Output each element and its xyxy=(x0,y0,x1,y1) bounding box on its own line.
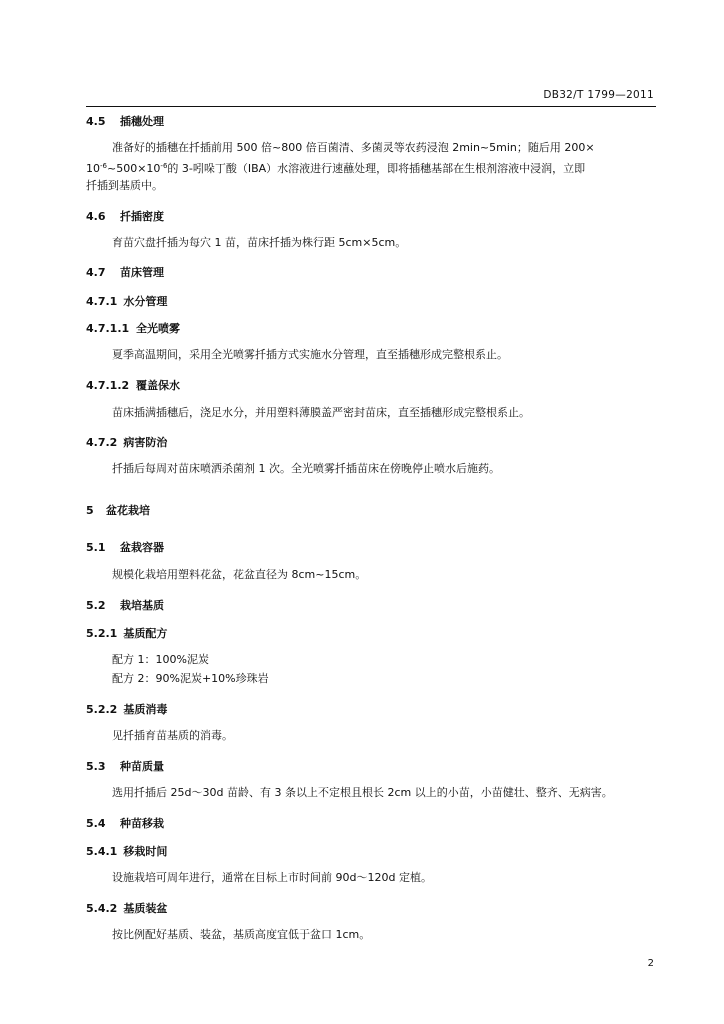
paragraph-4-5-line-1: 准备好的插穗在扦插前用 500 倍~800 倍百菌清、多菌灵等农药浸泡 2min~5min；随后用 200× xyxy=(112,141,595,154)
heading-5-4-1 xyxy=(86,843,167,859)
paragraph-4-7-1-1: 夏季高温期间，采用全光喷雾扦插方式实施水分管理，直至插穗形成完整根系止。 xyxy=(112,348,508,361)
paragraph-4-5-line-2: $10^{-6}\sim 500\times 10^{-6}$的 3-吲哚丁酸（IBA）水溶液进行速蘸处理，即将插穗基部在生根剂溶液中浸润，立即 xyxy=(86,162,586,175)
header-rule xyxy=(86,106,656,107)
heading-title: 基质配方 xyxy=(123,627,168,640)
paragraph-5-3: 选用扦插后 25d～30d 苗龄、有 3 条以上不定根且根长 2cm 以上的小苗，小苗健壮、整齐、无病害。 xyxy=(112,786,613,799)
heading-title: 种苗质量 xyxy=(120,760,164,773)
heading-number: 4.6 xyxy=(86,210,106,223)
heading-5-2-2 xyxy=(86,701,167,717)
heading-5-3 xyxy=(86,758,164,774)
heading-number: 5.4.2 xyxy=(86,902,118,915)
heading-number: 5.2 xyxy=(86,599,106,612)
heading-4-7-1-1 xyxy=(86,320,180,336)
heading-number: 4.7.1.2 xyxy=(86,379,130,392)
heading-title: 移栽时间 xyxy=(123,845,168,858)
paragraph-4-7-1-2: 苗床插满插穗后，浇足水分，并用塑料薄膜盖严密封苗床，直至插穗形成完整根系止。 xyxy=(112,406,530,419)
heading-5-4-2 xyxy=(86,900,167,916)
heading-number: 4.7.1 xyxy=(86,295,118,308)
heading-number: 5.1 xyxy=(86,541,106,554)
heading-5 xyxy=(86,502,150,518)
heading-number: 5.4 xyxy=(86,817,106,830)
heading-title: 盆花栽培 xyxy=(106,504,150,517)
heading-number: 4.7.1.1 xyxy=(86,322,130,335)
paragraph-4-5-line-3: 扦插到基质中。 xyxy=(86,179,163,192)
paragraph-5-4-2: 按比例配好基质、装盆，基质高度宜低于盆口 1cm。 xyxy=(112,928,371,941)
heading-title: 全光喷雾 xyxy=(136,322,180,335)
paragraph-4-7-2: 扦插后每周对苗床喷洒杀菌剂 1 次。全光喷雾扦插苗床在傍晚停止喷水后施药。 xyxy=(112,462,500,475)
heading-title: 扦插密度 xyxy=(120,210,164,223)
heading-4-7-1-2 xyxy=(86,377,180,393)
heading-title: 种苗移栽 xyxy=(120,817,164,830)
paragraph-5-1: 规模化栽培用塑料花盆，花盆直径为 8cm~15cm。 xyxy=(112,568,367,581)
heading-title: 盆栽容器 xyxy=(120,541,164,554)
paragraph-5-2-1-line-1: 配方 1：100%泥炭 xyxy=(112,653,209,666)
heading-number: 5.2.2 xyxy=(86,703,118,716)
paragraph-5-4-1: 设施栽培可周年进行，通常在目标上市时间前 90d～120d 定植。 xyxy=(112,871,432,884)
heading-title: 病害防治 xyxy=(123,436,168,449)
heading-title: 栽培基质 xyxy=(120,599,164,612)
document-code: DB32/T 1799—2011 xyxy=(543,89,654,101)
heading-4-5 xyxy=(86,113,164,129)
heading-number: 4.7 xyxy=(86,266,106,279)
page-number: 2 xyxy=(647,958,654,969)
heading-title: 插穗处理 xyxy=(120,115,164,128)
paragraph-5-2-2: 见扦插育苗基质的消毒。 xyxy=(112,729,233,742)
heading-5-1 xyxy=(86,539,164,555)
heading-number: 5 xyxy=(86,504,94,517)
heading-number: 5.2.1 xyxy=(86,627,118,640)
heading-4-7-1 xyxy=(86,293,167,309)
heading-number: 5.3 xyxy=(86,760,106,773)
paragraph-4-6: 育苗穴盘扦插为每穴 1 苗，苗床扦插为株行距 5cm×5cm。 xyxy=(112,236,407,249)
heading-4-7 xyxy=(86,264,164,280)
heading-4-6 xyxy=(86,208,164,224)
heading-title: 覆盖保水 xyxy=(136,379,180,392)
heading-4-7-2 xyxy=(86,434,167,450)
heading-title: 基质装盆 xyxy=(123,902,168,915)
heading-title: 基质消毒 xyxy=(123,703,168,716)
heading-title: 苗床管理 xyxy=(120,266,164,279)
heading-title: 水分管理 xyxy=(123,295,168,308)
heading-number: 4.5 xyxy=(86,115,106,128)
heading-number: 5.4.1 xyxy=(86,845,118,858)
heading-5-4 xyxy=(86,815,164,831)
heading-5-2-1 xyxy=(86,625,167,641)
paragraph-5-2-1-line-2: 配方 2：90%泥炭+10%珍珠岩 xyxy=(112,672,269,685)
heading-number: 4.7.2 xyxy=(86,436,118,449)
heading-5-2 xyxy=(86,597,164,613)
